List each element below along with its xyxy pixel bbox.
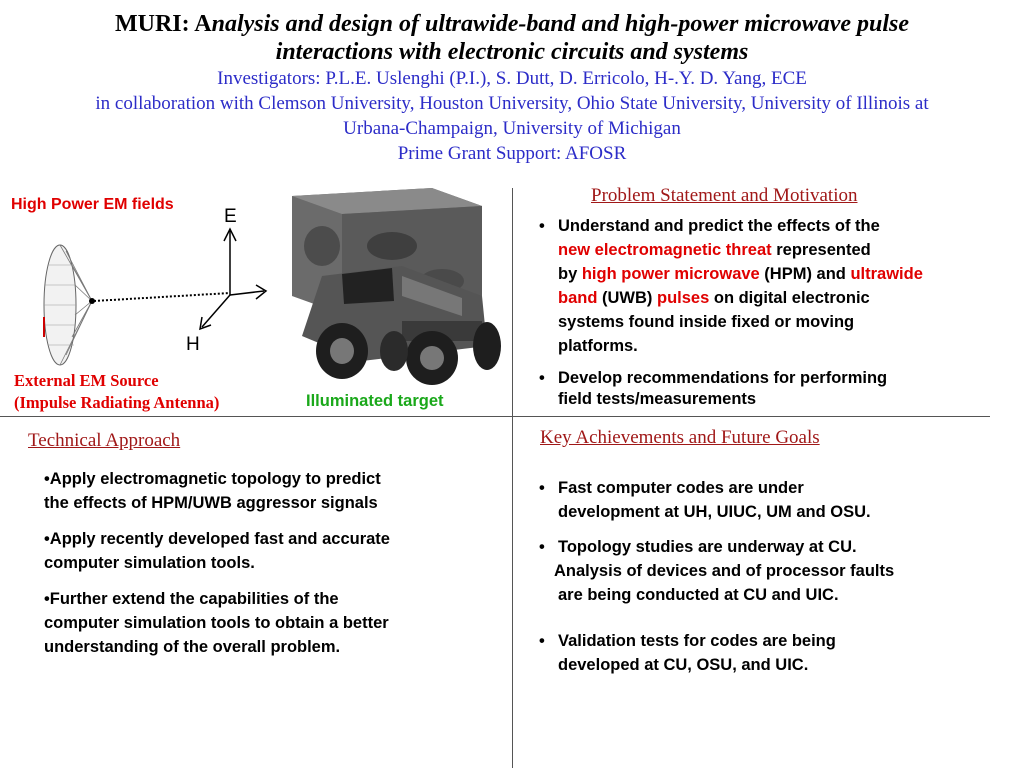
on-digital: on digital electronic [709,289,870,307]
problem-title: Problem Statement and Motivation [591,185,858,206]
technical-item-1 [44,467,504,515]
by: by [558,265,582,283]
collaboration-line2: Urbana-Champaign, University of Michigan [343,118,681,139]
line: •Apply electromagnetic topology to predict [44,470,381,488]
line: developed at CU, OSU, and UIC. [558,656,809,674]
line [558,286,1017,310]
new-em-threat: new electromagnetic threat [558,241,772,259]
technical-title: Technical Approach [28,430,181,451]
line: computer simulation tools to obtain a better [44,614,389,632]
technical-list [44,467,504,671]
dish-antenna-icon [44,245,95,365]
source-line1: External EM Source [14,371,159,390]
achievements-list [537,476,1007,677]
horizontal-divider [0,416,990,417]
source-line2: (Impulse Radiating Antenna) [14,393,220,412]
illuminated-target-label: Illuminated target [306,392,444,410]
title-letter-a: A [194,11,212,37]
technical-item-2 [44,527,504,575]
line: • Validation tests for codes are being [558,632,836,650]
hpm-and: (HPM) and [759,265,851,283]
achievement-3 [537,629,1007,677]
line: •Further extend the capabilities of the [44,590,339,608]
title-line2: interactions with electronic circuits and systems [275,39,749,65]
problem-list [537,214,1017,410]
h-label: H [186,334,200,355]
line: • Fast computer codes are under [558,479,804,497]
title-prefix: MURI: [114,11,195,37]
slide-header [0,10,1024,166]
represented: represented [771,241,871,259]
problem-bullet-2 [537,368,1017,410]
collaboration-line1: in collaboration with Clemson University, Houston University, Ohio State University, University of Illinois at [95,93,929,114]
line: systems found inside fixed or moving [558,313,855,331]
grant-support: Prime Grant Support: AFOSR [397,143,627,164]
line: • Topology studies are underway at CU. [558,538,857,556]
technical-item-3 [44,587,504,659]
line: platforms. [558,337,638,355]
problem-bullet-1 [537,214,1017,358]
humvee-image [282,186,508,386]
line: • Understand and predict the effects of the [558,217,880,235]
pulses-term: pulses [657,289,710,307]
ultrawide-term: ultrawide [850,265,923,283]
investigators: Investigators: P.L.E. Uslenghi (P.I.), S. Dutt, D. Erricolo, H-.Y. D. Yang, ECE [217,68,807,89]
achievement-1 [537,476,1007,524]
achievements-title: Key Achievements and Future Goals [540,427,820,448]
slide-title [0,10,1024,66]
line: are being conducted at CU and UIC. [558,586,839,604]
beam-line [94,293,230,301]
title-line1: nalysis and design of ultrawide-band and high-power microwave pulse [211,11,910,37]
line [558,238,1017,262]
vehicle-icon [292,188,501,385]
external-source-label [14,370,219,414]
line: development at UH, UIUC, UM and OSU. [558,503,871,521]
e-label: E [224,206,237,227]
line: computer simulation tools. [44,554,255,572]
line: the effects of HPM/UWB aggressor signals [44,494,378,512]
line: field tests/measurements [558,390,757,408]
h-field-arrow [202,295,230,327]
propagation-arrow [230,291,264,295]
band-term: band [558,289,598,307]
line: •Apply recently developed fast and accurate [44,530,390,548]
achievement-2 [537,535,1007,607]
vertical-divider [512,188,513,768]
line [558,262,1017,286]
em-fields-label: High Power EM fields [11,196,174,213]
hpm-term: high power microwave [581,265,760,283]
antenna-diagram [30,205,280,375]
uwb: (UWB) [597,289,657,307]
line: understanding of the overall problem. [44,638,341,656]
line: • Develop recommendations for performing [558,369,888,387]
line: Analysis of devices and of processor faults [554,562,895,580]
